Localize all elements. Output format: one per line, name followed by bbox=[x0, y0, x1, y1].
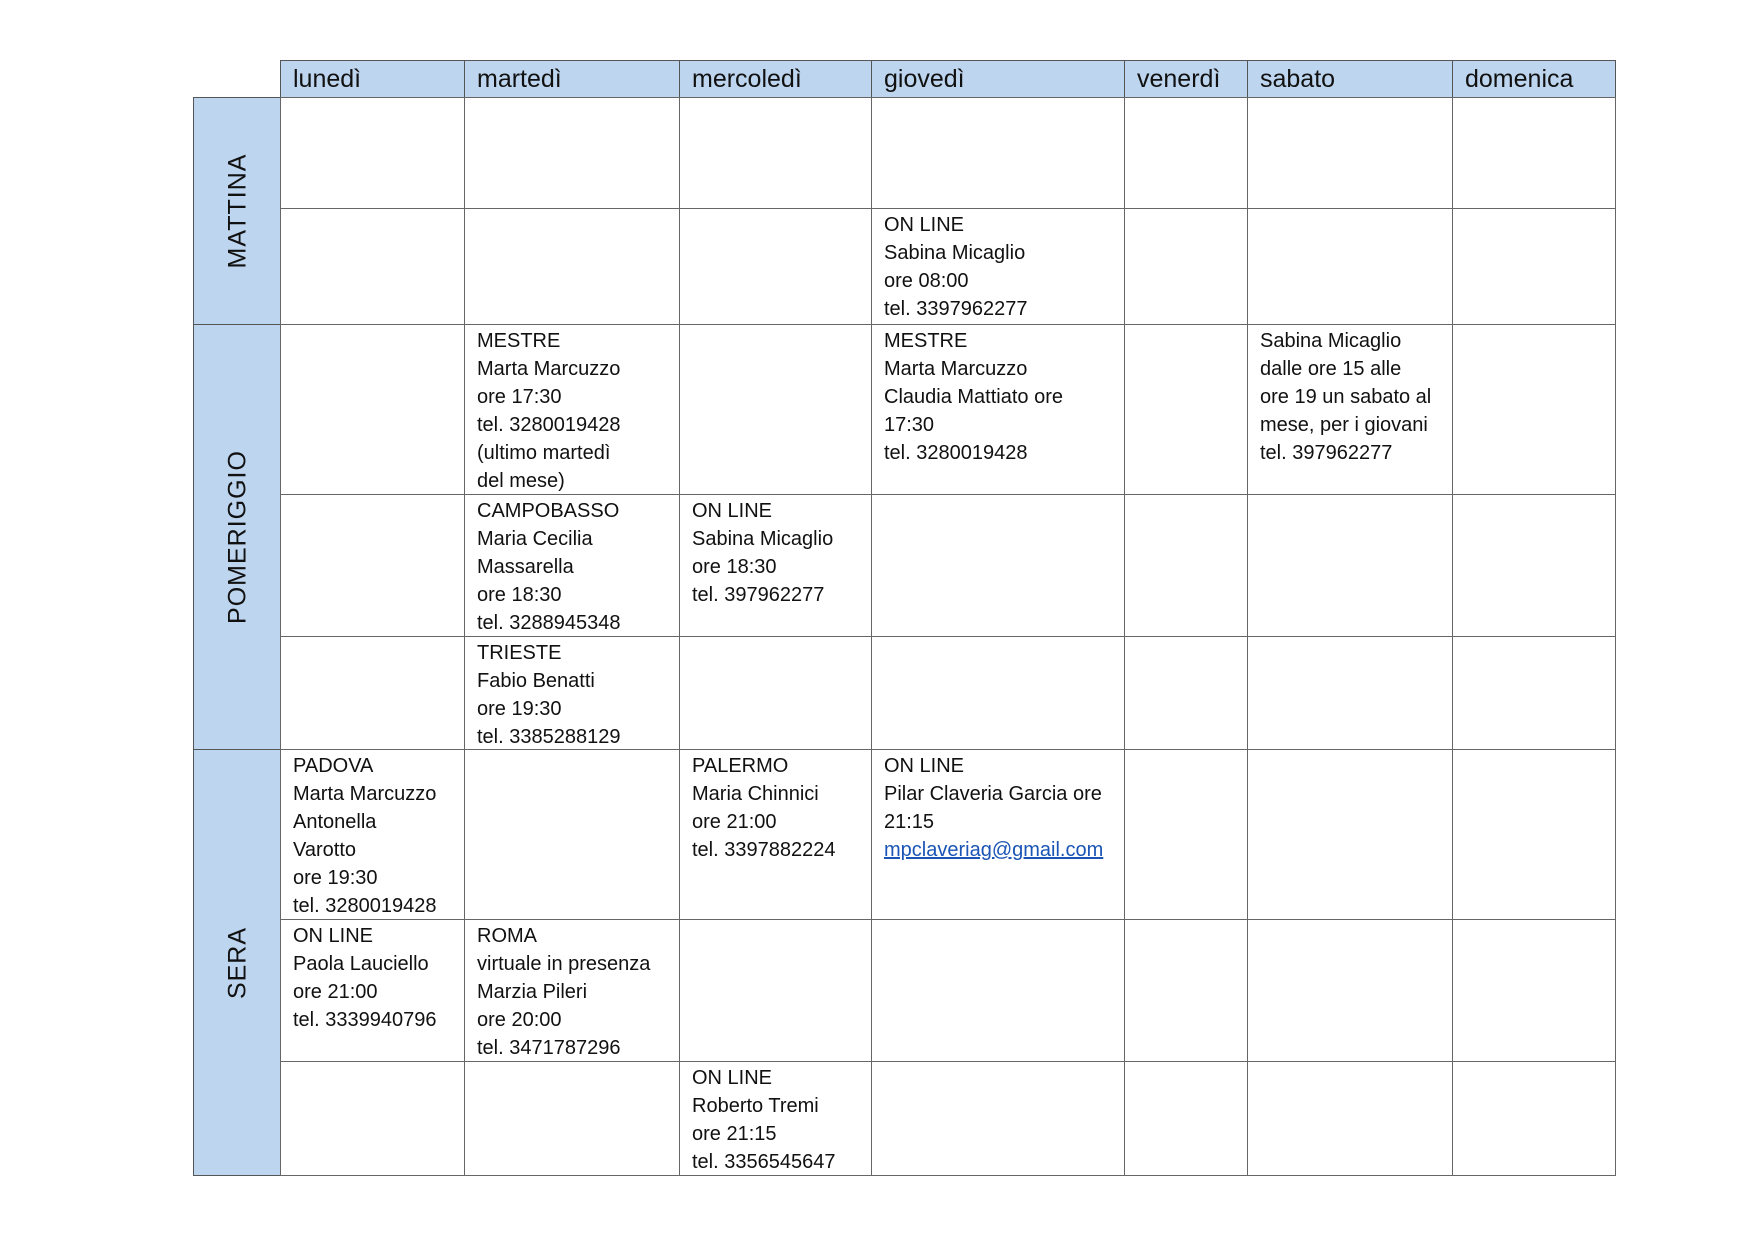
cell-text-line: tel. 3397962277 bbox=[884, 298, 1028, 320]
day-header-domenica: domenica bbox=[1452, 60, 1616, 98]
cell-text-line: tel. 3356545647 bbox=[692, 1151, 836, 1173]
cell-text-line: Fabio Benatti bbox=[477, 670, 595, 692]
schedule-cell-sera-domenica bbox=[1452, 919, 1616, 1062]
schedule-cell-pomeriggio-lunedi bbox=[280, 324, 465, 495]
cell-text-line: tel. 3397882224 bbox=[692, 839, 836, 861]
schedule-cell-pomeriggio-sabato bbox=[1247, 494, 1453, 637]
schedule-cell-pomeriggio-venerdi bbox=[1124, 636, 1248, 750]
cell-text-line: 17:30 bbox=[884, 414, 935, 436]
schedule-cell-pomeriggio-lunedi bbox=[280, 494, 465, 637]
cell-text-line: Maria Cecilia bbox=[477, 528, 593, 550]
cell-text-line: (ultimo martedì bbox=[477, 442, 611, 464]
cell-text-line: 21:15 bbox=[884, 811, 935, 833]
schedule-cell-sera-giovedi bbox=[871, 919, 1125, 1062]
cell-text-line: MESTRE bbox=[477, 330, 561, 352]
schedule-cell-pomeriggio-martedi bbox=[464, 324, 680, 495]
cell-text-line: dalle ore 15 alle bbox=[1260, 358, 1402, 380]
schedule-cell-pomeriggio-martedi bbox=[464, 636, 680, 750]
cell-text-line: Claudia Mattiato ore bbox=[884, 386, 1063, 408]
day-header-venerdi: venerdì bbox=[1124, 60, 1248, 98]
schedule-cell-mattina-venerdi bbox=[1124, 208, 1248, 325]
day-header-sabato: sabato bbox=[1247, 60, 1453, 98]
schedule-cell-pomeriggio-mercoledi bbox=[679, 324, 872, 495]
schedule-cell-mattina-giovedi bbox=[871, 208, 1125, 325]
cell-text-line: ore 21:00 bbox=[692, 811, 777, 833]
email-link[interactable]: mpclaveriag@gmail.com bbox=[884, 839, 1104, 861]
schedule-cell-sera-lunedi bbox=[280, 919, 465, 1062]
schedule-cell-sera-martedi bbox=[464, 1061, 680, 1176]
schedule-cell-pomeriggio-giovedi bbox=[871, 324, 1125, 495]
cell-text-line: Sabina Micaglio bbox=[884, 242, 1026, 264]
period-label-pomeriggio bbox=[193, 324, 282, 750]
cell-text-line: tel. 3385288129 bbox=[477, 726, 621, 748]
cell-text-line: Pilar Claveria Garcia ore bbox=[884, 783, 1102, 805]
schedule-cell-pomeriggio-domenica bbox=[1452, 636, 1616, 750]
schedule-cell-mattina-martedi bbox=[464, 97, 680, 209]
cell-text-line: ON LINE bbox=[884, 214, 965, 236]
cell-text-line: ore 20:00 bbox=[477, 1009, 562, 1031]
schedule-cell-sera-domenica bbox=[1452, 749, 1616, 920]
period-label-sera bbox=[193, 749, 282, 1176]
schedule-cell-pomeriggio-venerdi bbox=[1124, 324, 1248, 495]
schedule-cell-mattina-lunedi bbox=[280, 208, 465, 325]
schedule-cell-mattina-domenica bbox=[1452, 97, 1616, 209]
schedule-cell-sera-mercoledi bbox=[679, 919, 872, 1062]
schedule-cell-mattina-giovedi bbox=[871, 97, 1125, 209]
cell-text-line: Maria Chinnici bbox=[692, 783, 819, 805]
cell-text-line: Marta Marcuzzo bbox=[884, 358, 1028, 380]
cell-text-line: MESTRE bbox=[884, 330, 968, 352]
schedule-cell-pomeriggio-sabato bbox=[1247, 324, 1453, 495]
cell-text-line: tel. 397962277 bbox=[692, 584, 825, 606]
schedule-cell-sera-sabato bbox=[1247, 1061, 1453, 1176]
schedule-cell-mattina-domenica bbox=[1452, 208, 1616, 325]
schedule-cell-sera-lunedi bbox=[280, 1061, 465, 1176]
schedule-cell-pomeriggio-sabato bbox=[1247, 636, 1453, 750]
cell-text-line: Paola Lauciello bbox=[293, 953, 429, 975]
cell-text-line: ON LINE bbox=[293, 925, 374, 947]
cell-text-line: PADOVA bbox=[293, 755, 374, 777]
period-label-mattina bbox=[193, 97, 282, 325]
cell-text-line: del mese) bbox=[477, 470, 565, 492]
schedule-cell-mattina-lunedi bbox=[280, 97, 465, 209]
schedule-cell-sera-sabato bbox=[1247, 749, 1453, 920]
cell-text-line: ON LINE bbox=[692, 1067, 773, 1089]
schedule-cell-pomeriggio-venerdi bbox=[1124, 494, 1248, 637]
cell-text-line: ON LINE bbox=[884, 755, 965, 777]
schedule-cell-sera-venerdi bbox=[1124, 919, 1248, 1062]
day-header-lunedi: lunedì bbox=[280, 60, 465, 98]
schedule-cell-sera-domenica bbox=[1452, 1061, 1616, 1176]
cell-text-line: ore 21:15 bbox=[692, 1123, 777, 1145]
schedule-cell-mattina-mercoledi bbox=[679, 208, 872, 325]
schedule-cell-sera-martedi bbox=[464, 749, 680, 920]
cell-text-line: tel. 3339940796 bbox=[293, 1009, 437, 1031]
cell-text-line: mese, per i giovani bbox=[1260, 414, 1428, 436]
cell-text-line: Roberto Tremi bbox=[692, 1095, 819, 1117]
schedule-cell-mattina-sabato bbox=[1247, 97, 1453, 209]
cell-text-line: ore 18:30 bbox=[692, 556, 777, 578]
cell-text-line: ore 21:00 bbox=[293, 981, 378, 1003]
cell-text-line: Marzia Pileri bbox=[477, 981, 588, 1003]
cell-text-line: ore 19 un sabato al bbox=[1260, 386, 1432, 408]
schedule-cell-sera-giovedi bbox=[871, 749, 1125, 920]
period-label-text: SERA bbox=[223, 926, 251, 999]
cell-text-line: ore 17:30 bbox=[477, 386, 562, 408]
schedule-cell-mattina-mercoledi bbox=[679, 97, 872, 209]
cell-text-line: ON LINE bbox=[692, 500, 773, 522]
cell-text-line: ore 19:30 bbox=[477, 698, 562, 720]
schedule-cell-sera-sabato bbox=[1247, 919, 1453, 1062]
schedule-cell-sera-lunedi bbox=[280, 749, 465, 920]
cell-text-line: Massarella bbox=[477, 556, 574, 578]
day-header-martedi: martedì bbox=[464, 60, 680, 98]
cell-text-line: CAMPOBASSO bbox=[477, 500, 620, 522]
cell-text-line: ore 19:30 bbox=[293, 867, 378, 889]
cell-text-line: tel. 3280019428 bbox=[477, 414, 621, 436]
cell-text-line: Antonella bbox=[293, 811, 377, 833]
schedule-cell-mattina-venerdi bbox=[1124, 97, 1248, 209]
cell-text-line: tel. 3288945348 bbox=[477, 612, 621, 634]
period-label-text: MATTINA bbox=[223, 153, 251, 269]
schedule-cell-pomeriggio-mercoledi bbox=[679, 636, 872, 750]
schedule-cell-pomeriggio-mercoledi bbox=[679, 494, 872, 637]
cell-text-line: Marta Marcuzzo bbox=[477, 358, 621, 380]
period-label-text: POMERIGGIO bbox=[223, 450, 251, 624]
schedule-cell-sera-martedi bbox=[464, 919, 680, 1062]
schedule-cell-pomeriggio-giovedi bbox=[871, 494, 1125, 637]
schedule-cell-mattina-sabato bbox=[1247, 208, 1453, 325]
cell-text-line: PALERMO bbox=[692, 755, 789, 777]
schedule-cell-sera-venerdi bbox=[1124, 1061, 1248, 1176]
schedule-cell-sera-venerdi bbox=[1124, 749, 1248, 920]
schedule-cell-pomeriggio-domenica bbox=[1452, 494, 1616, 637]
cell-text-line: ore 08:00 bbox=[884, 270, 969, 292]
cell-text-line: Marta Marcuzzo bbox=[293, 783, 437, 805]
schedule-cell-pomeriggio-domenica bbox=[1452, 324, 1616, 495]
cell-text-line: Sabina Micaglio bbox=[1260, 330, 1402, 352]
schedule-cell-sera-giovedi bbox=[871, 1061, 1125, 1176]
cell-text-line: TRIESTE bbox=[477, 642, 562, 664]
cell-text-line: ore 18:30 bbox=[477, 584, 562, 606]
day-header-giovedi: giovedì bbox=[871, 60, 1125, 98]
cell-text-line: tel. 3280019428 bbox=[293, 895, 437, 917]
schedule-cell-pomeriggio-giovedi bbox=[871, 636, 1125, 750]
cell-text-line: ROMA bbox=[477, 925, 537, 947]
cell-text-line: tel. 3471787296 bbox=[477, 1037, 621, 1059]
cell-text-line: virtuale in presenza bbox=[477, 953, 651, 975]
schedule-cell-mattina-martedi bbox=[464, 208, 680, 325]
cell-text-line: Sabina Micaglio bbox=[692, 528, 834, 550]
cell-text-line: Varotto bbox=[293, 839, 356, 861]
cell-text-line: tel. 397962277 bbox=[1260, 442, 1393, 464]
day-header-mercoledi: mercoledì bbox=[679, 60, 872, 98]
cell-text-line: tel. 3280019428 bbox=[884, 442, 1028, 464]
schedule-cell-pomeriggio-martedi bbox=[464, 494, 680, 637]
schedule-cell-pomeriggio-lunedi bbox=[280, 636, 465, 750]
schedule-cell-sera-mercoledi bbox=[679, 1061, 872, 1176]
schedule-cell-sera-mercoledi bbox=[679, 749, 872, 920]
